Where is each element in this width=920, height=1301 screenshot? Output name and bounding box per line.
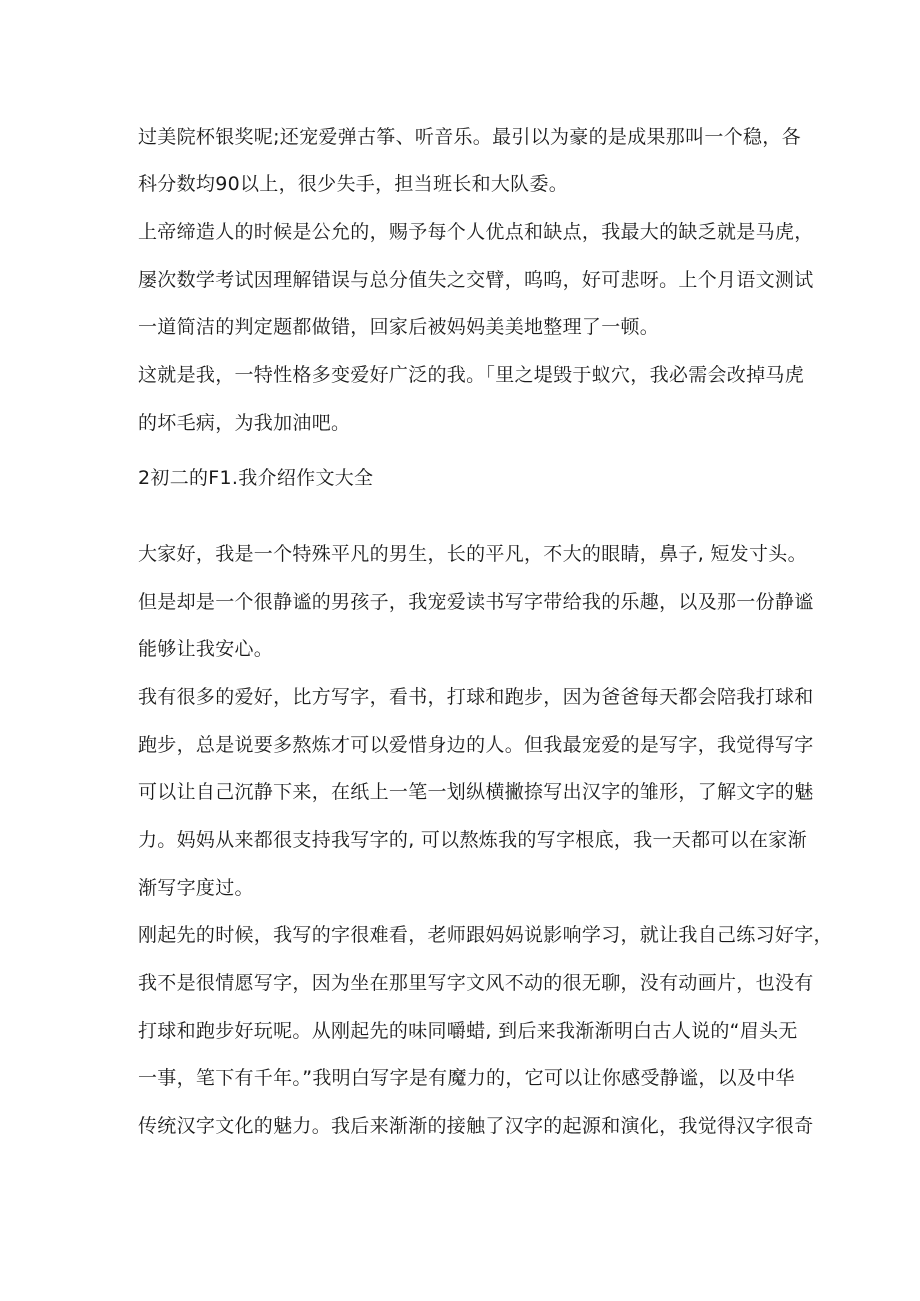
paragraph-6-line-4: 一事，笔下有千年。”我明白写字是有魔力的，它可以让你感受静谧，以及中华 [138, 1067, 795, 1089]
paragraph-6-line-2: 我不是很情愿写字，因为坐在那里写字文风不动的很无聊，没有动画片，也没有 [138, 972, 814, 994]
paragraph-5-line-5: 渐写字度过。 [138, 877, 254, 899]
paragraph-5-line-1: 我有很多的爱好，比方写字，看书，打球和跑步，因为爸爸每天都会陪我打球和 [138, 686, 814, 708]
paragraph-1-line-1: 过美院杯银奖呢;还宠爱弹古筝、听音乐。最引以为豪的是成果那叫一个稳，各 [138, 126, 801, 148]
paragraph-5-line-4: 力。妈妈从来都很支持我写字的, 可以熬炼我的写字根底，我一天都可以在家渐 [138, 829, 807, 851]
paragraph-4-line-2: 但是却是一个很静谧的男孩子，我宠爱读书写字带给我的乐趣，以及那一份静谧 [138, 591, 814, 613]
paragraph-6-line-3: 打球和跑步好玩呢。从刚起先的味同嚼蜡, 到后来我渐渐明白古人说的“眉头无 [138, 1020, 798, 1042]
paragraph-6-line-1: 刚起先的时候，我写的字很难看，老师跟妈妈说影响学习，就让我自己练习好字， [138, 924, 833, 946]
paragraph-2-line-3: 一道简洁的判定题都做错，回家后被妈妈美美地整理了一顿。 [138, 316, 660, 338]
section-heading: 2初二的F1.我介绍作文大全 [138, 467, 374, 489]
paragraph-4-line-3: 能够让我安心。 [138, 638, 274, 660]
paragraph-2-line-2: 屡次数学考试因理解错误与总分值失之交臂，呜呜，好可悲呀。上个月语文测试 [138, 269, 814, 291]
paragraph-3-line-1: 这就是我，一特性格多变爱好广泛的我。「里之堤毁于蚁穴，我必需会改掉马虎 [138, 364, 805, 386]
paragraph-5-line-3: 可以让自己沉静下来，在纸上一笔一划纵横撇捺写出汉字的雏形，了解文字的魅 [138, 781, 814, 803]
paragraph-6-line-5: 传统汉字文化的魅力。我后来渐渐的接触了汉字的起源和演化，我觉得汉字很奇 [138, 1115, 814, 1137]
paragraph-5-line-2: 跑步，总是说要多熬炼才可以爱惜身边的人。但我最宠爱的是写字，我觉得写字 [138, 734, 814, 756]
paragraph-2-line-1: 上帝缔造人的时候是公允的，赐予每个人优点和缺点，我最大的缺乏就是马虎， [138, 221, 814, 243]
paragraph-4-line-1: 大家好，我是一个特殊平凡的男生，长的平凡，不大的眼睛，鼻子, 短发寸头。 [138, 543, 807, 565]
paragraph-3-line-2: 的坏毛病，为我加油吧。 [138, 412, 351, 434]
paragraph-1-line-2: 科分数均90以上，很少失手，担当班长和大队委。 [138, 173, 569, 195]
